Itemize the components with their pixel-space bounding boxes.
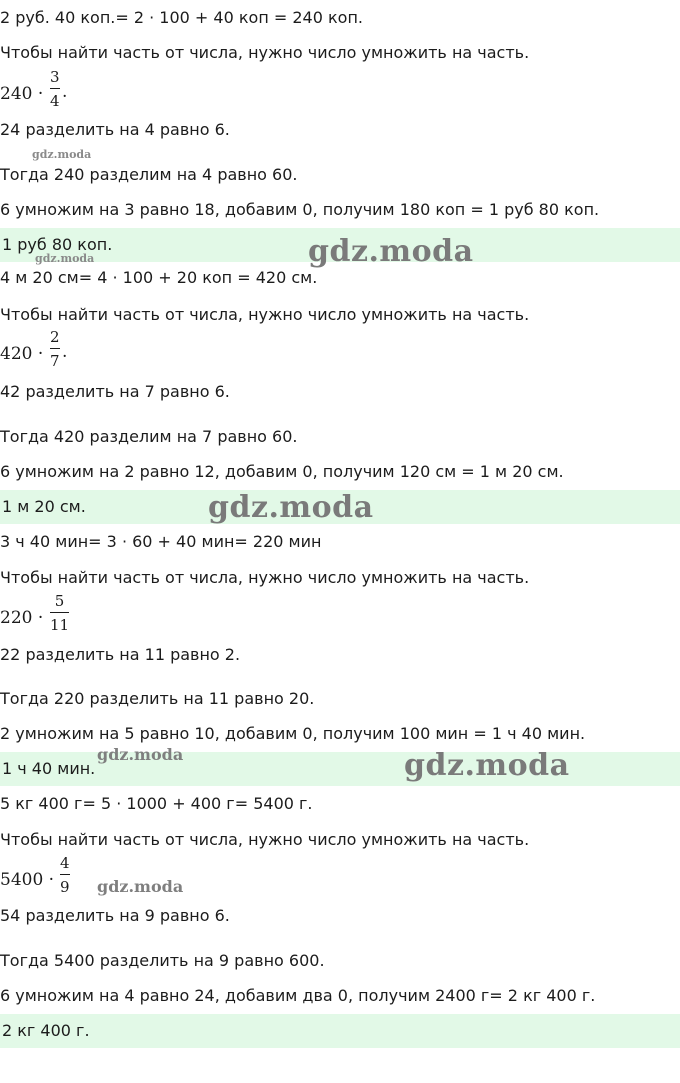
watermark: gdz.moda (32, 148, 92, 161)
watermark: gdz.moda (97, 745, 184, 764)
fraction-denominator: 9 (60, 878, 70, 896)
conversion-line: 2 руб. 40 коп.= 2 · 100 + 40 коп = 240 коп. (0, 8, 363, 27)
step-line: Тогда 5400 разделить на 9 равно 600. (0, 951, 325, 970)
step-line: 22 разделить на 11 равно 2. (0, 645, 241, 664)
fraction-denominator: 11 (50, 616, 70, 634)
step-line: Тогда 420 разделим на 7 равно 60. (0, 427, 298, 446)
step-line: Тогда 220 разделить на 11 равно 20. (0, 689, 315, 708)
step-line: 6 умножим на 2 равно 12, добавим 0, получим 120 см = 1 м 20 см. (0, 462, 564, 481)
fraction-numerator: 4 (60, 854, 70, 872)
fraction (50, 592, 69, 634)
rule-line: Чтобы найти часть от числа, нужно число умножить на часть. (0, 43, 530, 62)
watermark: gdz.moda (97, 877, 184, 896)
rule-line: Чтобы найти часть от числа, нужно число умножить на часть. (0, 305, 530, 324)
watermark: gdz.moda (35, 252, 95, 265)
expression-lead: 420 · (0, 344, 44, 364)
watermark: gdz.moda (208, 490, 374, 525)
fraction-denominator: 7 (50, 352, 60, 370)
answer-text: 2 кг 400 г. (2, 1021, 90, 1040)
conversion-line: 4 м 20 см= 4 · 100 + 20 коп = 420 см. (0, 268, 318, 287)
fraction (50, 68, 60, 110)
rule-line: Чтобы найти часть от числа, нужно число умножить на часть. (0, 568, 530, 587)
expression-lead: 240 · (0, 84, 44, 104)
answer-text: 1 руб 80 коп. (2, 235, 113, 254)
expression-tail: . (62, 342, 68, 362)
fraction-numerator: 5 (54, 592, 65, 610)
watermark: gdz.moda (308, 234, 474, 269)
answer-box (0, 1014, 680, 1048)
step-line: 6 умножим на 4 равно 24, добавим два 0, получим 2400 г= 2 кг 400 г. (0, 986, 596, 1005)
conversion-line: 3 ч 40 мин= 3 · 60 + 40 мин= 220 мин (0, 532, 322, 551)
step-line: 42 разделить на 7 равно 6. (0, 382, 230, 401)
expression-lead: 5400 · (0, 870, 55, 890)
fraction (50, 328, 60, 370)
step-line: 6 умножим на 3 равно 18, добавим 0, получим 180 коп = 1 руб 80 коп. (0, 200, 600, 219)
expression-tail: . (62, 82, 68, 102)
answer-text: 1 ч 40 мин. (2, 759, 96, 778)
answer-text: 1 м 20 см. (2, 497, 86, 516)
step-line: 2 умножим на 5 равно 10, добавим 0, получим 100 мин = 1 ч 40 мин. (0, 724, 586, 743)
fraction (60, 854, 70, 896)
fraction-numerator: 2 (50, 328, 60, 346)
rule-line: Чтобы найти часть от числа, нужно число умножить на часть. (0, 830, 530, 849)
watermark: gdz.moda (404, 748, 570, 783)
fraction-numerator: 3 (50, 68, 60, 86)
step-line: 54 разделить на 9 равно 6. (0, 906, 230, 925)
fraction-denominator: 4 (50, 92, 60, 110)
step-line: 24 разделить на 4 равно 6. (0, 120, 230, 139)
conversion-line: 5 кг 400 г= 5 · 1000 + 400 г= 5400 г. (0, 794, 313, 813)
expression-lead: 220 · (0, 608, 44, 628)
step-line: Тогда 240 разделим на 4 равно 60. (0, 165, 298, 184)
